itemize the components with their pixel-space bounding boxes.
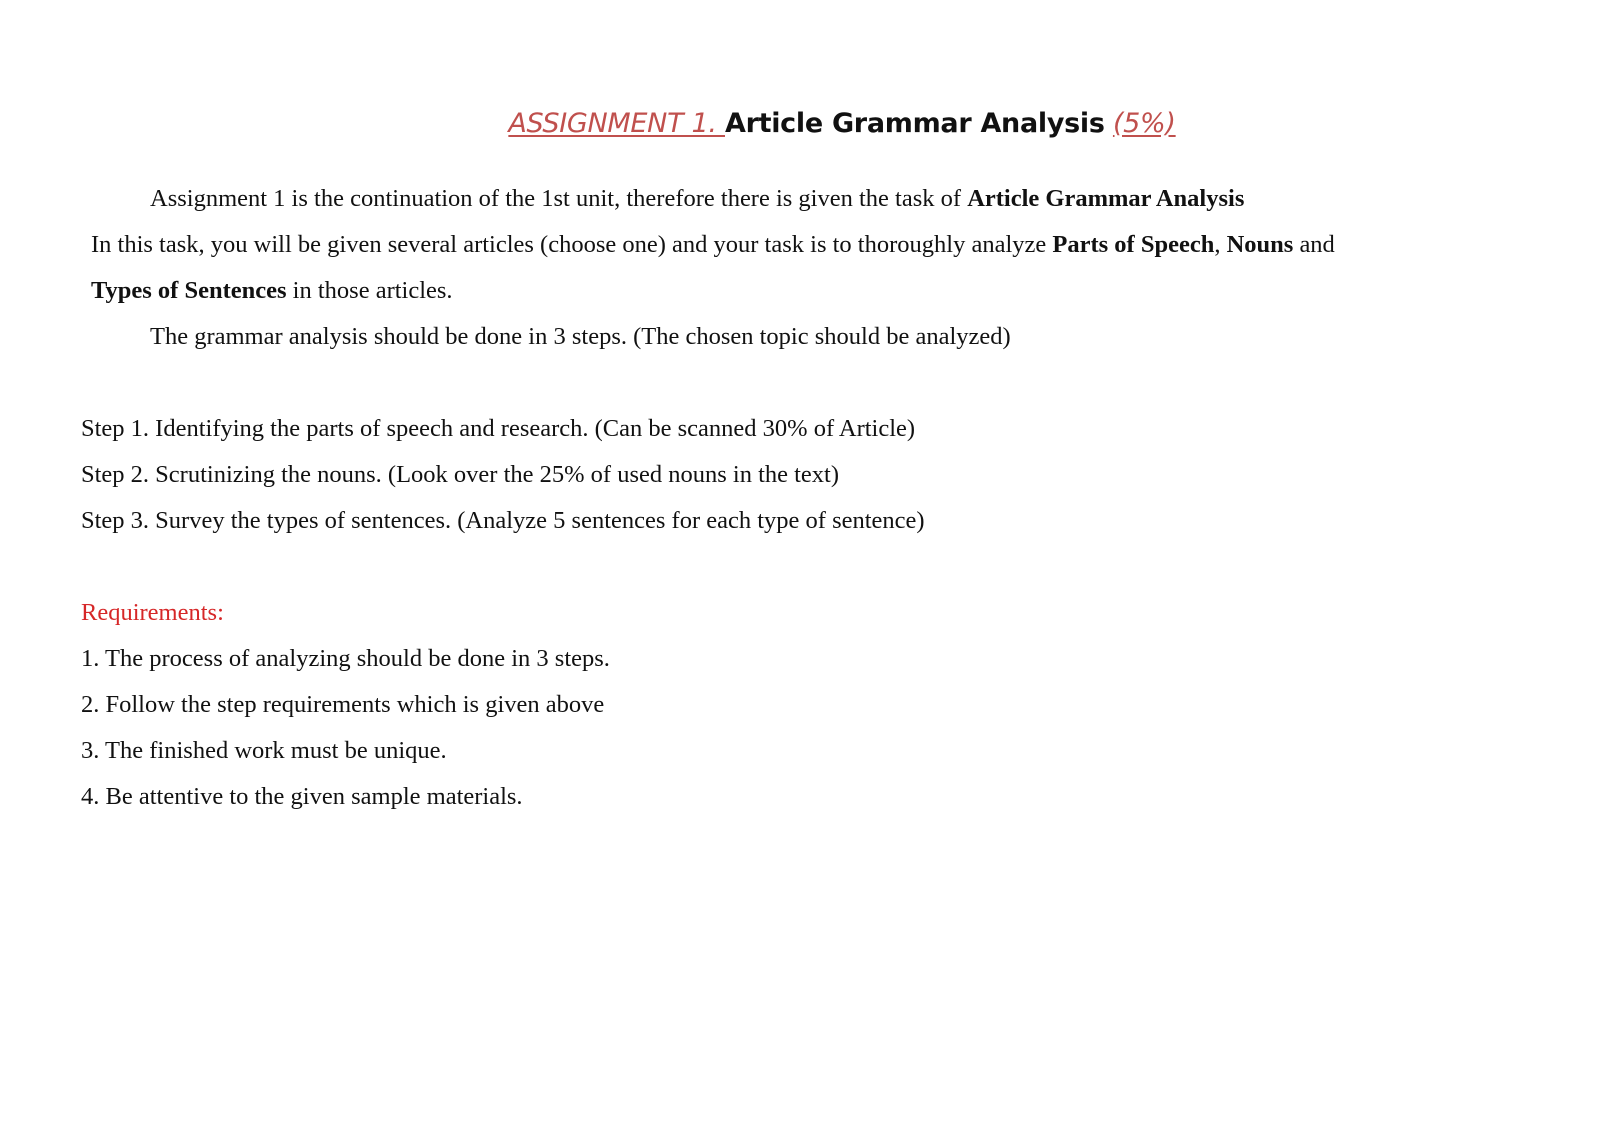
requirement-item-1: 1. The process of analyzing should be done in 3 steps. — [81, 645, 610, 672]
requirements-heading: Requirements: — [81, 599, 224, 626]
requirement-item-4: 4. Be attentive to the given sample materials. — [81, 783, 523, 810]
intro-paragraph-line-4: The grammar analysis should be done in 3 steps. (The chosen topic should be analyzed) — [150, 323, 1011, 350]
title-prefix: ASSIGNMENT 1. — [508, 108, 725, 139]
intro-paragraph-line-2 — [91, 230, 1335, 260]
intro-line2-text2: and — [1293, 231, 1335, 258]
intro-line3-text: in those articles. — [286, 277, 453, 304]
step-2: Step 2. Scrutinizing the nouns. (Look over the 25% of used nouns in the text) — [81, 461, 840, 488]
intro-line2-text1: In this task, you will be given several articles (choose one) and your task is to thoroughly analyze — [91, 231, 1053, 258]
step-3: Step 3. Survey the types of sentences. (Analyze 5 sentences for each type of sentence) — [81, 507, 925, 534]
page-title — [0, 106, 1600, 142]
intro-line2-bold2: Nouns — [1226, 231, 1294, 258]
title-main: Article Grammar Analysis — [725, 108, 1105, 139]
intro-line3-bold: Types of Sentences — [91, 277, 287, 304]
intro-paragraph-line-3 — [91, 276, 453, 306]
requirement-item-2: 2. Follow the step requirements which is given above — [81, 691, 605, 718]
intro-line2-sep: , — [1214, 231, 1227, 258]
requirement-item-3: 3. The finished work must be unique. — [81, 737, 447, 764]
intro-line1-bold: Article Grammar Analysis — [967, 185, 1245, 212]
intro-paragraph-line-1 — [150, 184, 1244, 214]
intro-line1-text: Assignment 1 is the continuation of the 1st unit, therefore there is given the task of — [150, 185, 968, 212]
step-1: Step 1. Identifying the parts of speech and research. (Can be scanned 30% of Article) — [81, 415, 916, 442]
title-weight: (5%) — [1112, 108, 1176, 139]
intro-line2-bold1: Parts of Speech — [1052, 231, 1215, 258]
